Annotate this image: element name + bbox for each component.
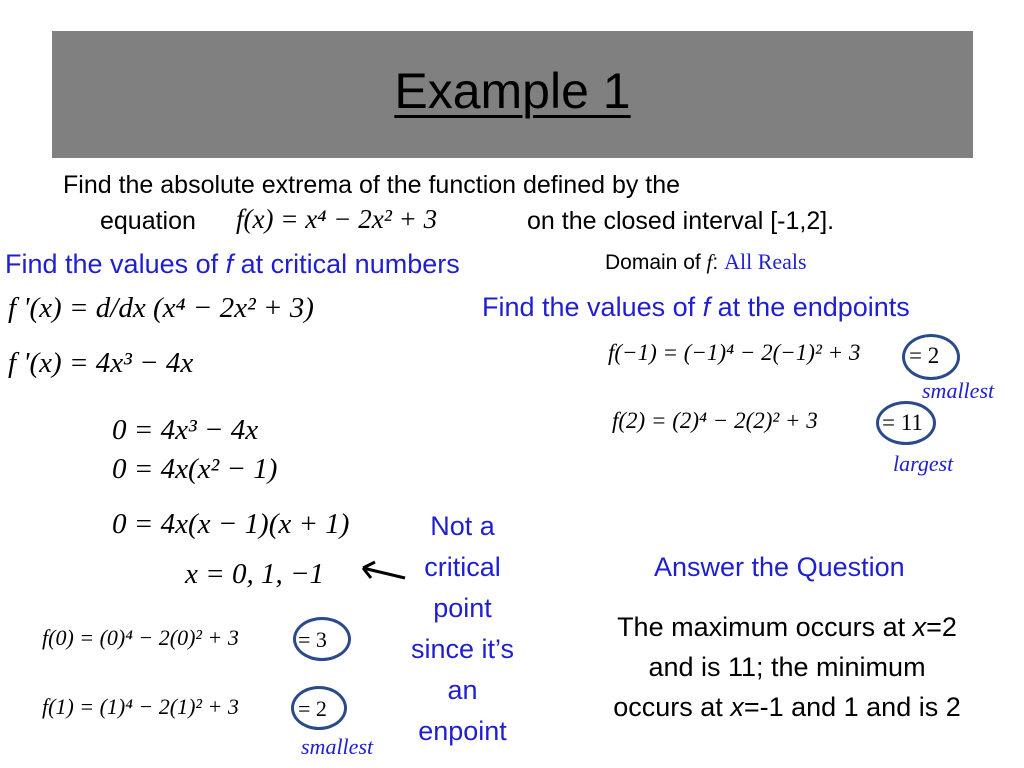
derivative-step-1: f '(x) = d/dx (x⁴ − 2x² + 3) — [8, 292, 314, 324]
solve-step-1: 0 = 4x³ − 4x — [112, 414, 259, 446]
endpoint-eval-2: f(2) = (2)⁴ − 2(2)² + 3 — [612, 408, 818, 433]
endpoint-eval-1-result: = 2 — [909, 343, 940, 368]
endpoint-eval-1-circle — [902, 334, 960, 380]
critical-heading: Find the values of f at critical numbers — [5, 249, 460, 279]
problem-line-2-pre: equation — [100, 207, 196, 235]
critical-eval-2-result: = 2 — [298, 696, 327, 721]
critical-eval-2-circle — [291, 686, 347, 730]
solve-step-4: x = 0, 1, −1 — [185, 558, 325, 590]
domain-value: All Reals — [724, 249, 807, 274]
derivative-step-2: f '(x) = 4x³ − 4x — [8, 347, 194, 379]
endpoint-eval-1-note: smallest — [922, 378, 995, 403]
critical-eval-2-note: smallest — [301, 734, 374, 759]
answer-text: The maximum occurs at x=2 and is 11; the minimum occurs at x=-1 and 1 and is 2 — [613, 612, 961, 722]
domain-label: Domain of f: All Reals — [605, 249, 807, 274]
critical-eval-1-result: = 3 — [298, 627, 327, 652]
endpoint-eval-2-result: = 11 — [882, 410, 923, 435]
critical-eval-1-circle — [293, 617, 351, 661]
problem-line-1: Find the absolute extrema of the function defined by the — [63, 171, 681, 199]
answer-heading: Answer the Question — [654, 552, 905, 582]
endpoint-eval-1: f(−1) = (−1)⁴ − 2(−1)² + 3 — [608, 340, 861, 365]
solve-step-3: 0 = 4x(x − 1)(x + 1) — [112, 508, 350, 540]
endpoint-eval-2-circle — [876, 401, 936, 445]
endpoint-eval-2-note: largest — [893, 451, 954, 476]
problem-equation: f(x) = x⁴ − 2x² + 3 — [236, 204, 438, 234]
not-critical-annotation: Not a critical point since it’s an enpoint — [410, 511, 515, 746]
title-bar — [52, 31, 973, 158]
endpoints-heading: Find the values of f at the endpoints — [482, 292, 910, 322]
critical-eval-2: f(1) = (1)⁴ − 2(1)² + 3 — [42, 694, 239, 719]
problem-line-2-post: on the closed interval [-1,2]. — [527, 207, 835, 235]
slide-title: Example 1 — [394, 63, 631, 119]
critical-eval-1: f(0) = (0)⁴ − 2(0)² + 3 — [42, 625, 239, 650]
solve-step-2: 0 = 4x(x² − 1) — [112, 453, 278, 485]
